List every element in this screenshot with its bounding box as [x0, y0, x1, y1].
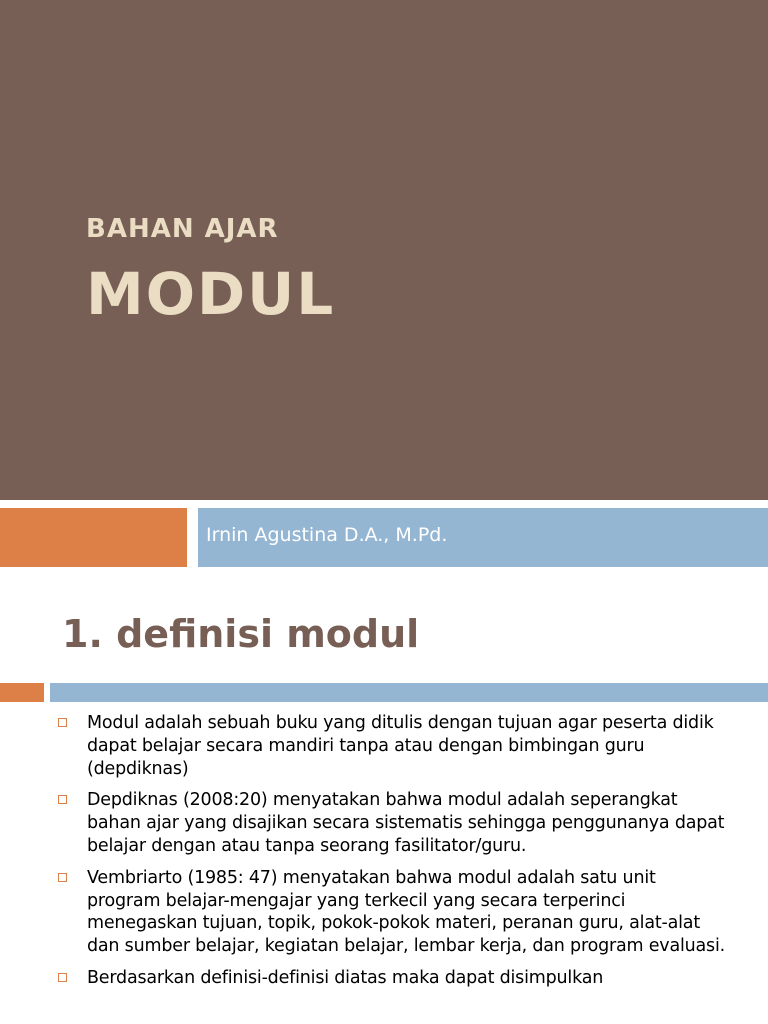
section-heading: 1. definisi modul: [62, 612, 420, 656]
heading-blue-accent: [50, 683, 768, 702]
square-bullet-icon: [58, 973, 67, 982]
slide-subtitle: BAHAN AJAR: [86, 214, 279, 244]
title-slide-panel: [0, 0, 768, 500]
list-item-text: Vembriarto (1985: 47) menyatakan bahwa modul adalah satu unit program belajar-mengajar yang terkecil yang secara terperinci menegaskan tujuan, topik, pokok-pokok materi, peranan guru, alat-alat dan sumber belajar, kegiatan belajar, lembar kerja, dan program evaluasi.: [87, 867, 725, 957]
definition-list: [58, 712, 728, 999]
list-item: [58, 789, 728, 857]
slide-title: MODUL: [86, 260, 336, 328]
list-item-text: Berdasarkan definisi-definisi diatas maka dapat disimpulkan: [87, 967, 604, 988]
list-item: [58, 967, 728, 990]
list-item: [58, 867, 728, 958]
square-bullet-icon: [58, 795, 67, 804]
heading-orange-accent: [0, 683, 44, 702]
list-item-text: Depdiknas (2008:20) menyatakan bahwa modul adalah seperangkat bahan ajar yang disajikan secara sistematis sehingga penggunanya dapat belajar dengan atau tanpa seorang fasilitator/guru.: [87, 790, 725, 856]
square-bullet-icon: [58, 718, 67, 727]
author-name: Irnin Agustina D.A., M.Pd.: [206, 524, 448, 546]
square-bullet-icon: [58, 873, 67, 882]
orange-accent-block: [0, 508, 187, 567]
list-item: [58, 712, 728, 780]
list-item-text: Modul adalah sebuah buku yang ditulis dengan tujuan agar peserta didik dapat belajar secara mandiri tanpa atau dengan bimbingan guru (depdiknas): [87, 713, 714, 779]
